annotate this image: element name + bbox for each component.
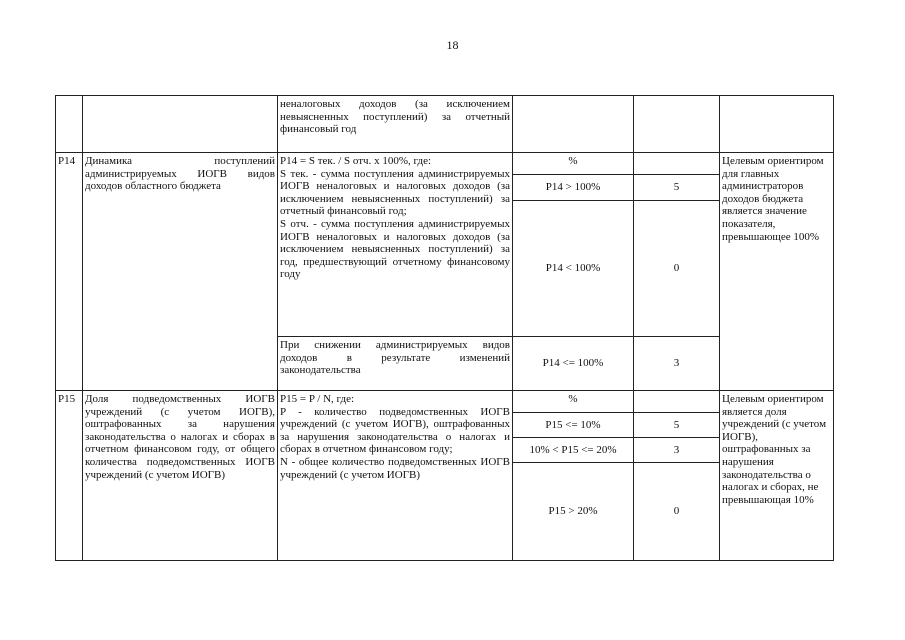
p15-condition-3: P15 > 20% <box>513 463 634 561</box>
indicators-table <box>55 95 834 561</box>
p15-code: P15 <box>56 391 83 561</box>
table-row-continuation <box>56 96 834 153</box>
table-row-p14 <box>56 153 834 175</box>
name-cell <box>83 96 278 153</box>
p15-name: Доля подведомственных ИОГВ учреждений (с учетом ИОГВ), оштрафованных за нарушения законодательства о налогах и сборах в отчетном финансовом году, от общего количества подведомственных ИОГВ учреждений (с учетом ИОГВ) <box>83 391 278 561</box>
code-cell <box>56 96 83 153</box>
formula-cell: неналоговых доходов (за исключением невыясненных поступлений) за отчетный финансовый год <box>278 96 513 153</box>
p14-points-2: 0 <box>634 201 720 337</box>
p15-formula-title: P15 = P / N, где: <box>280 393 355 405</box>
points-cell <box>634 96 720 153</box>
p14-points-1: 5 <box>634 175 720 201</box>
p14-unit: % <box>513 153 634 175</box>
target-cell <box>720 96 834 153</box>
p15-formula-p: P - количество подведомственных ИОГВ учреждений (с учетом ИОГВ), оштрафованных за нарушения законодательства о налогах и сборах в отчетном финансовом году; <box>280 405 510 456</box>
p15-formula <box>278 391 513 561</box>
condition-cell <box>513 96 634 153</box>
p15-points-3: 0 <box>634 463 720 561</box>
p15-condition-2: 10% < P15 <= 20% <box>513 438 634 463</box>
p14-condition-2: P14 < 100% <box>513 201 634 337</box>
p14-condition-1: P14 > 100% <box>513 175 634 201</box>
p14-target: Целевым ориентиром для главных администраторов доходов бюджета является значение показателя, превышающее 100% <box>720 153 834 391</box>
p14-formula-note: При снижении администрируемых видов доходов в результате изменений законодательства <box>278 337 513 391</box>
p14-formula-s-tek: S тек. - сумма поступления администрируемых ИОГВ неналоговых и налоговых доходов (за исключением невыясненных поступлений) за отчетный финансовый год; <box>280 167 510 218</box>
p14-code: P14 <box>56 153 83 391</box>
p15-unit: % <box>513 391 634 413</box>
p15-target: Целевым ориентиром является доля учреждений (с учетом ИОГВ), оштрафованных за нарушения законодательства о налогах и сборах, не превышающая 10% <box>720 391 834 561</box>
p14-formula-s-otch: S отч. - сумма поступления администрируемых ИОГВ неналоговых и налоговых доходов (за исключением невыясненных поступлений) за год, предшествующий отчетному финансовому году <box>280 217 510 281</box>
p15-formula-n: N - общее количество подведомственных ИОГВ учреждений (с учетом ИОГВ) <box>280 455 510 481</box>
page-number: 18 <box>446 38 459 52</box>
p14-condition-3: P14 <= 100% <box>513 337 634 391</box>
p14-formula-title: P14 = S тек. / S отч. x 100%, где: <box>280 155 432 167</box>
p14-name: Динамика поступлений администрируемых ИОГВ видов доходов областного бюджета <box>83 153 278 391</box>
p15-unit-points <box>634 391 720 413</box>
p14-formula <box>278 153 513 337</box>
p15-points-2: 3 <box>634 438 720 463</box>
p15-condition-1: P15 <= 10% <box>513 413 634 438</box>
p14-points-3: 3 <box>634 337 720 391</box>
p15-points-1: 5 <box>634 413 720 438</box>
p14-unit-points <box>634 153 720 175</box>
table-row-p15 <box>56 391 834 413</box>
